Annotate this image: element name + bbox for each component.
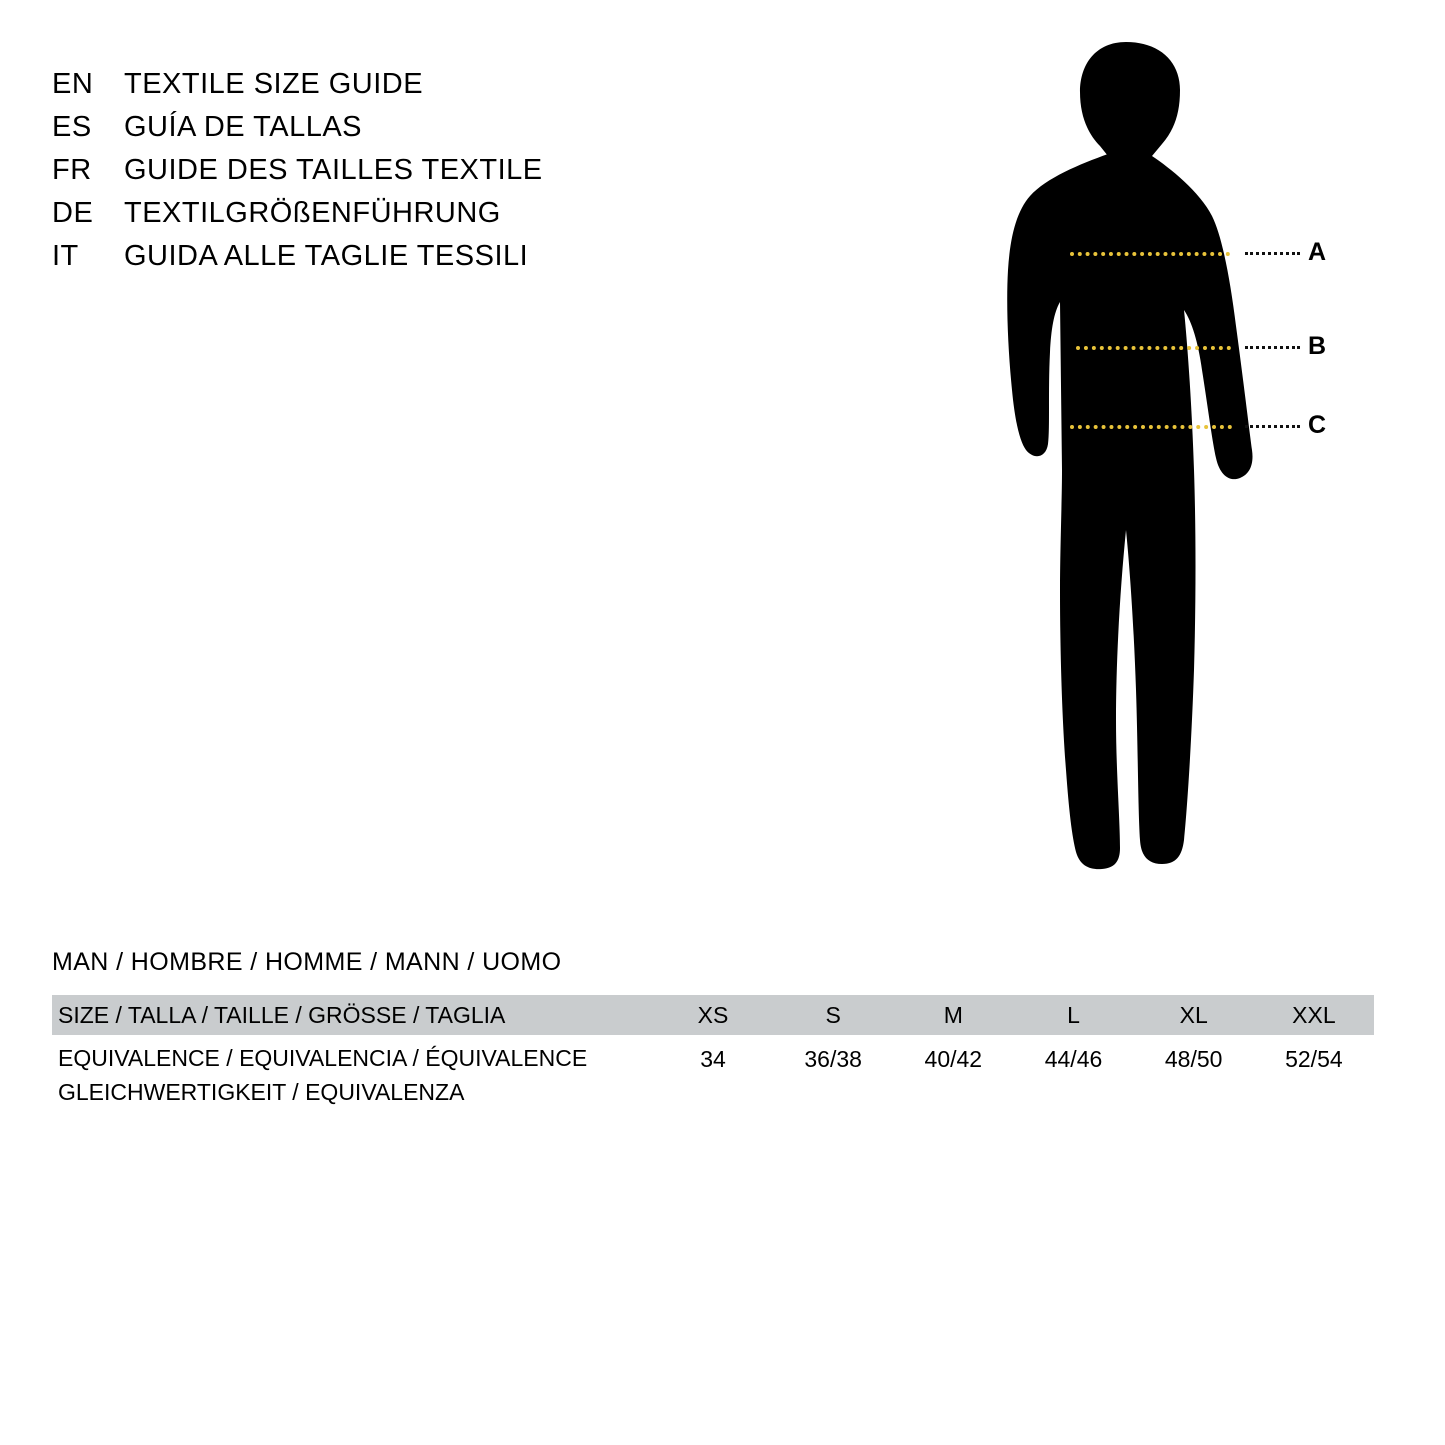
equivalence-cell-m: 40/42 [924, 1046, 983, 1072]
equivalence-row-label [52, 1035, 653, 1109]
measure-line-a [1070, 252, 1230, 256]
measure-label-c: C [1308, 411, 1327, 439]
equivalence-label-line2: GLEICHWERTIGKEIT / EQUIVALENZA [58, 1079, 465, 1105]
table-row-equivalence [52, 1035, 1374, 1109]
measurement-figure [930, 30, 1410, 910]
language-text-es: GUÍA DE TALLAS [124, 111, 363, 143]
leader-line-b [1245, 346, 1300, 349]
size-table [52, 995, 1374, 1109]
language-text-de: TEXTILGRÖßENFÜHRUNG [124, 197, 501, 229]
equivalence-label-line1: EQUIVALENCE / EQUIVALENCIA / ÉQUIVALENCE [58, 1045, 588, 1071]
language-row-en [52, 68, 752, 111]
equivalence-cell-s: 36/38 [804, 1046, 862, 1072]
measure-label-a: A [1308, 238, 1327, 266]
gender-title: MAN / HOMBRE / HOMME / MANN / UOMO [52, 948, 562, 976]
measure-label-b: B [1308, 332, 1327, 360]
language-code-it: IT [52, 240, 79, 272]
language-text-en: TEXTILE SIZE GUIDE [124, 68, 424, 100]
equivalence-cell-xs: 34 [700, 1046, 726, 1072]
language-row-es [52, 111, 752, 154]
language-title-block [52, 68, 752, 283]
equivalence-cell-l: 44/46 [1044, 1046, 1103, 1072]
size-cell-s: S [773, 995, 893, 1035]
size-cell-m: M [893, 995, 1013, 1035]
equivalence-cell-xl: 48/50 [1164, 1046, 1223, 1072]
measure-line-c [1070, 425, 1232, 429]
table-row-sizes [52, 995, 1374, 1035]
leader-line-a [1245, 252, 1300, 255]
size-cell-xxl: XXL [1254, 995, 1374, 1035]
language-code-de: DE [52, 197, 94, 229]
size-cell-xs: XS [653, 995, 773, 1035]
measure-line-b [1076, 346, 1231, 350]
language-code-fr: FR [52, 154, 92, 186]
language-code-en: EN [52, 68, 94, 100]
size-cell-l: L [1013, 995, 1133, 1035]
language-code-es: ES [52, 111, 92, 143]
leader-line-c [1245, 425, 1300, 428]
equivalence-cell-xxl: 52/54 [1285, 1046, 1343, 1072]
language-text-fr: GUIDE DES TAILLES TEXTILE [124, 154, 543, 186]
size-table-block [52, 948, 1374, 1109]
language-row-it [52, 240, 752, 283]
size-cell-xl: XL [1134, 995, 1254, 1035]
size-row-label: SIZE / TALLA / TAILLE / GRÖSSE / TAGLIA [52, 995, 653, 1035]
language-text-it: GUIDA ALLE TAGLIE TESSILI [124, 240, 529, 272]
male-body-silhouette-icon [930, 30, 1350, 910]
language-row-fr [52, 154, 752, 197]
language-row-de [52, 197, 752, 240]
